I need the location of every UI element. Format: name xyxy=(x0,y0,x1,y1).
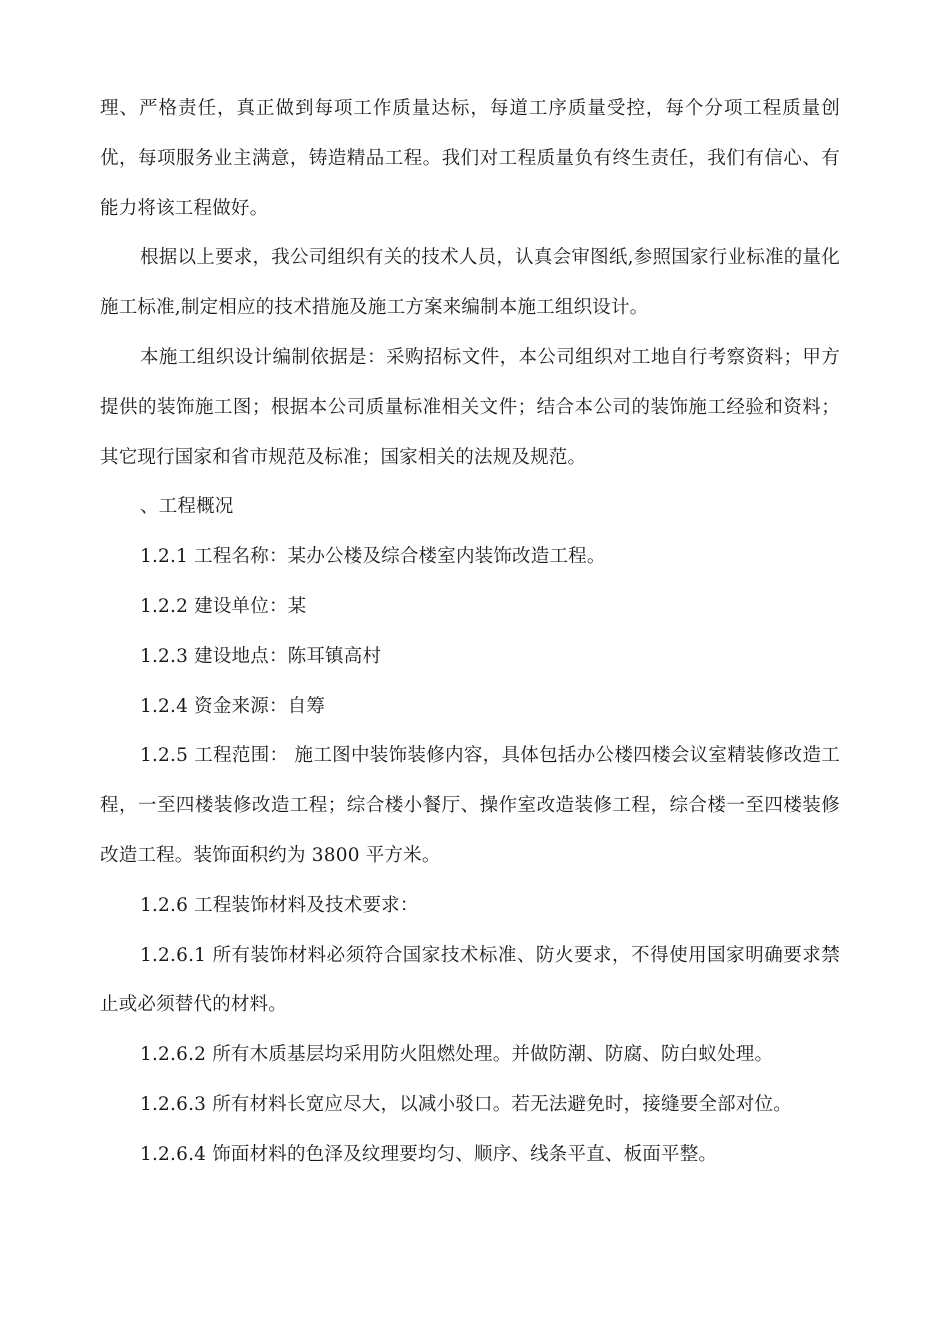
item-materials-2: 1.2.6.2 所有木质基层均采用防火阻燃处理。并做防潮、防腐、防白蚁处理。 xyxy=(140,1044,774,1066)
paragraph-basis-intro: 根据以上要求，我公司组织有关的技术人员，认真会审图纸,参照国家行业标准的量化施工标准,制定相应的技术措施及施工方案来编制本施工组织设计。 xyxy=(100,247,840,319)
item-materials-4: 1.2.6.4 饰面材料的色泽及纹理要均匀、顺序、线条平直、板面平整。 xyxy=(140,1143,718,1165)
paragraph-basis-list: 本施工组织设计编制依据是：采购招标文件，本公司组织对工地自行考察资料；甲方提供的装饰施工图；根据本公司质量标准相关文件；结合本公司的装饰施工经验和资料；其它现行国家和省市规范及标准；国家相关的法规及规范。 xyxy=(100,346,840,468)
item-materials-heading: 1.2.6 工程装饰材料及技术要求： xyxy=(140,894,419,916)
item-materials-1: 1.2.6.1 所有装饰材料必须符合国家技术标准、防火要求，不得使用国家明确要求禁止或必须替代的材料。 xyxy=(100,944,840,1016)
item-location: 1.2.3 建设地点：陈耳镇高村 xyxy=(140,645,382,667)
section-heading: 、工程概况 xyxy=(140,496,234,518)
paragraph-continuation: 理、严格责任，真正做到每项工作质量达标，每道工序质量受控，每个分项工程质量创优，每项服务业主满意，铸造精品工程。我们对工程质量负有终生责任，我们有信心、有能力将该工程做好。 xyxy=(100,98,840,219)
item-materials-3: 1.2.6.3 所有材料长宽应尽大，以减小驳口。若无法避免时，接缝要全部对位。 xyxy=(140,1093,792,1115)
item-scope: 1.2.5 工程范围： 施工图中装饰装修内容，具体包括办公楼四楼会议室精装修改造工程，一至四楼装修改造工程；综合楼小餐厅、操作室改造装修工程，综合楼一至四楼装修改造工程。装饰面积约为 3800 平方米。 xyxy=(100,745,840,866)
item-project-name: 1.2.1 工程名称：某办公楼及综合楼室内装饰改造工程。 xyxy=(140,546,606,568)
item-funding: 1.2.4 资金来源：自筹 xyxy=(140,695,326,717)
item-client: 1.2.2 建设单位：某 xyxy=(140,595,307,617)
document-body xyxy=(100,84,840,1180)
